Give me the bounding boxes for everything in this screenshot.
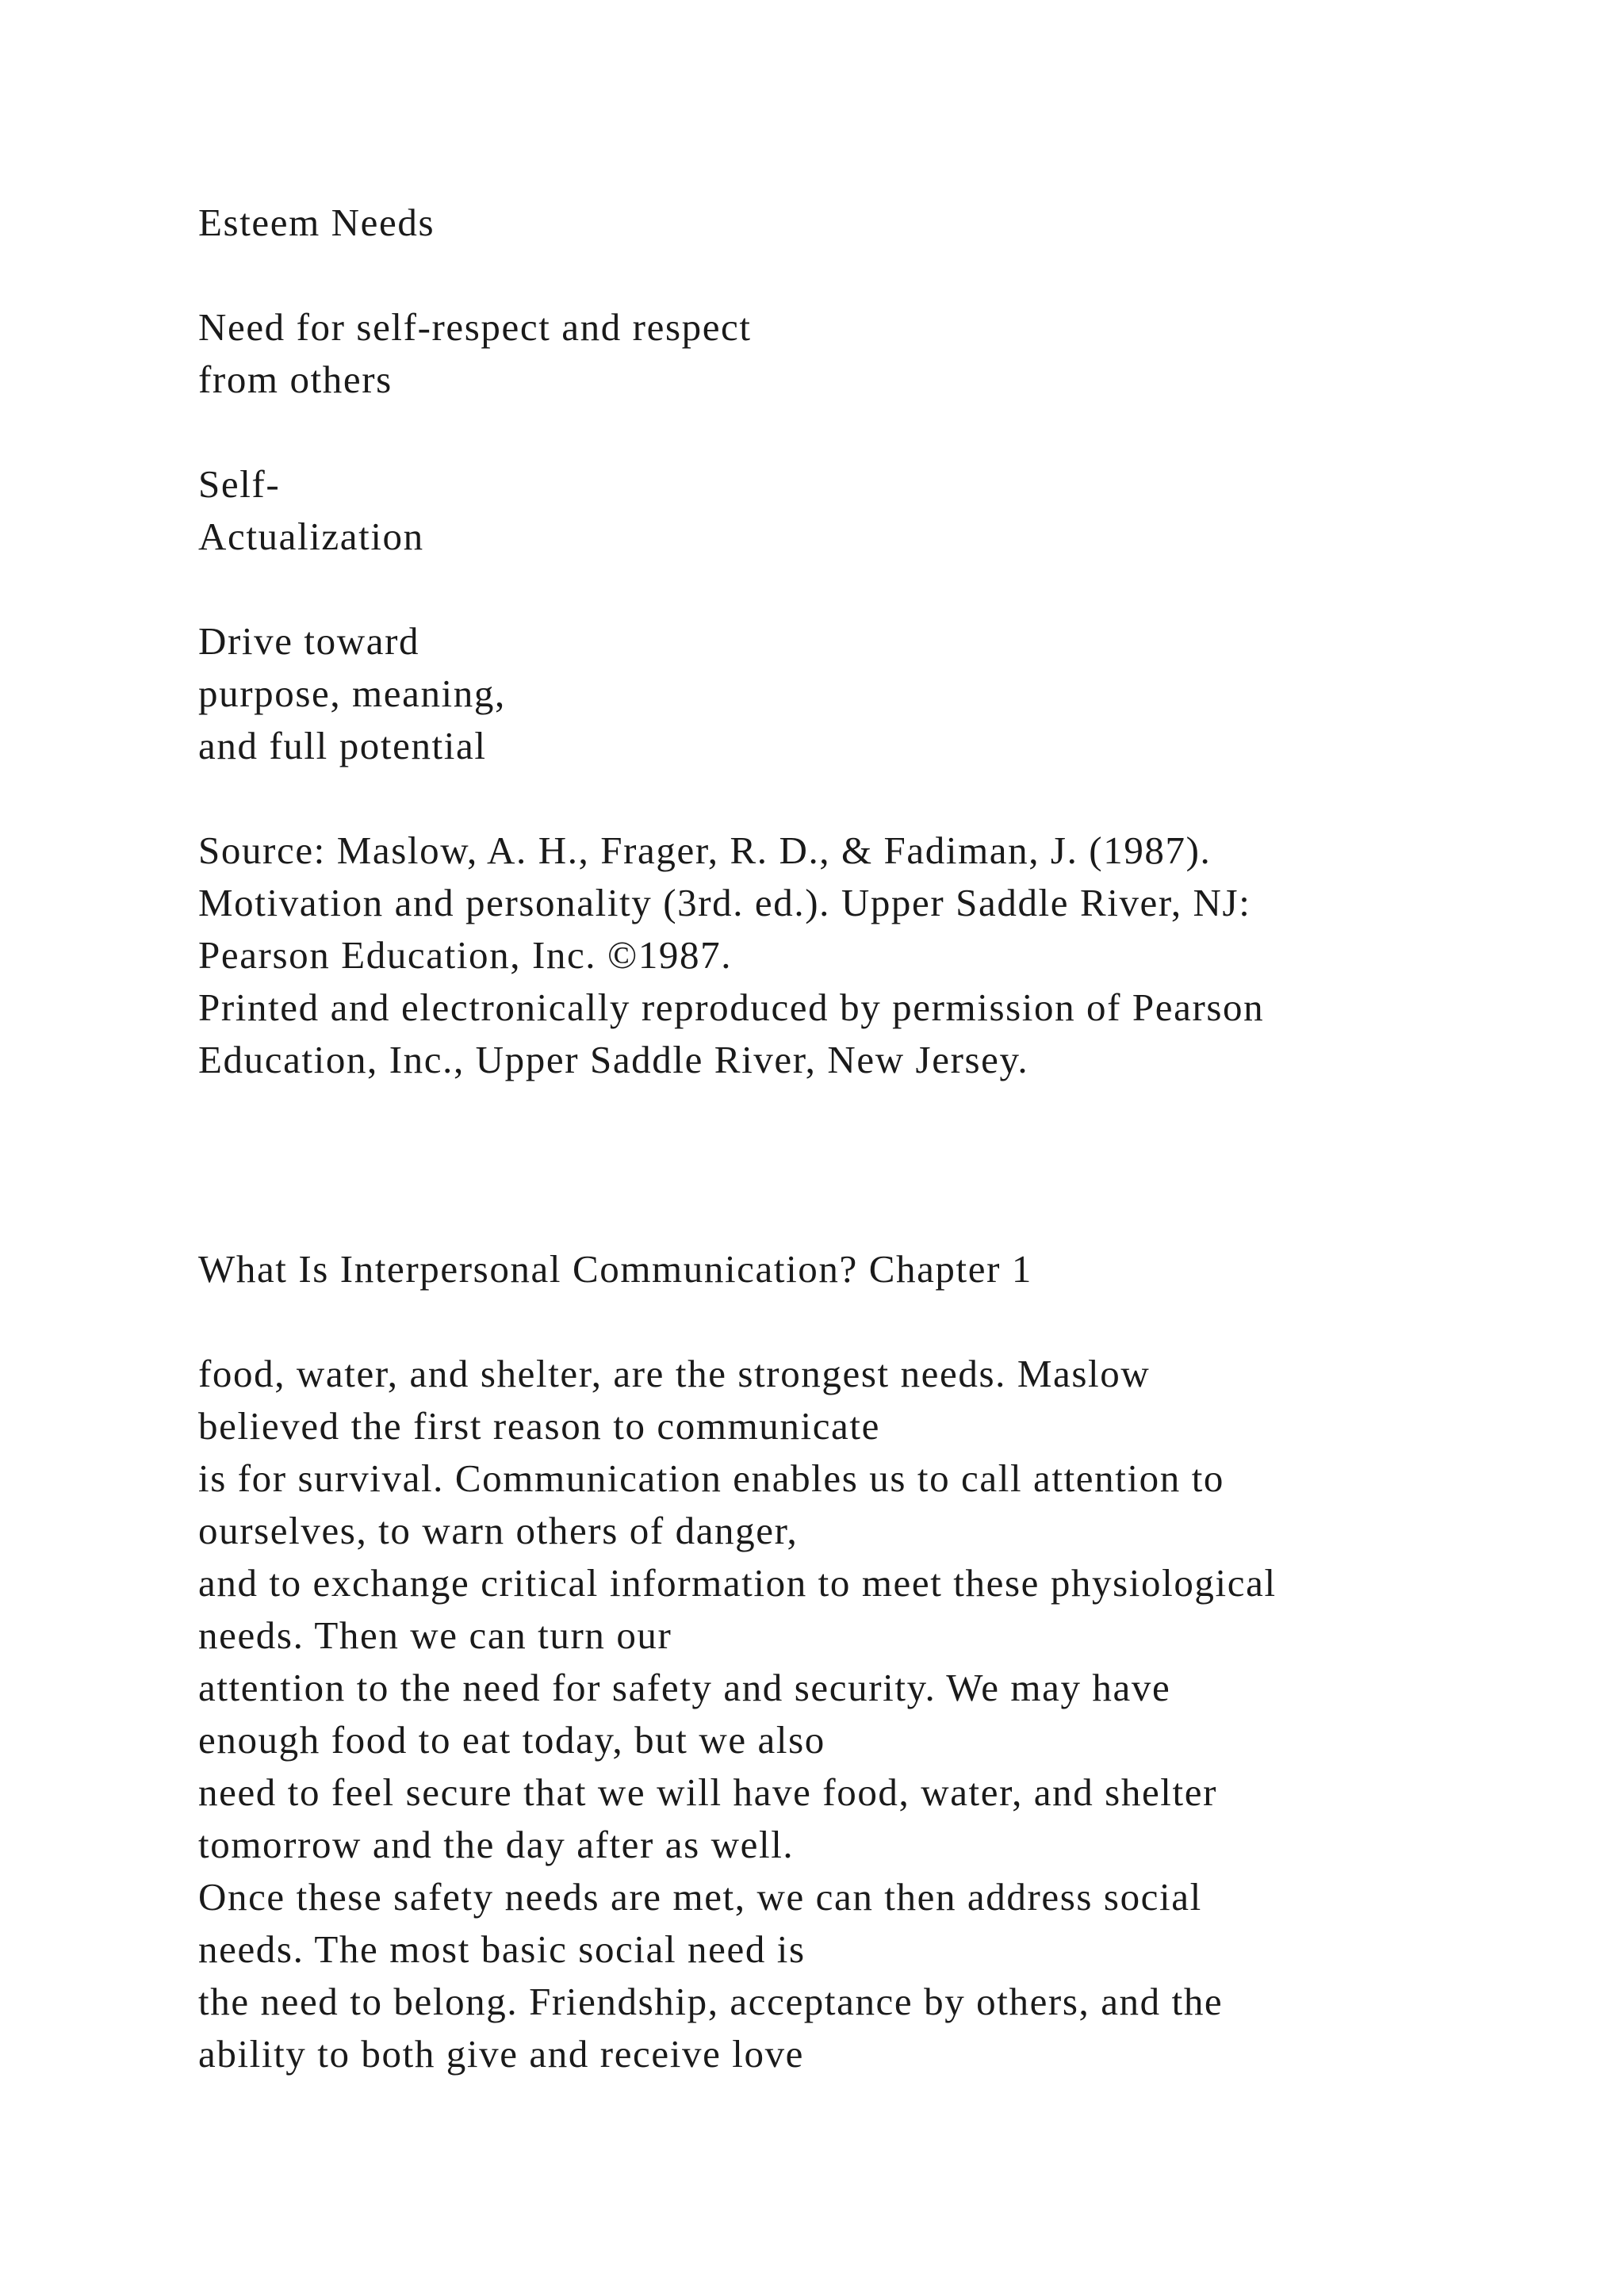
chapter-header-line: What Is Interpersonal Communication? Chapter 1 [198,1247,1032,1291]
chapter-header [198,1243,1546,1295]
esteem-desc-line-2: from others [198,358,393,401]
source-line-4: Printed and electronically reproduced by permission of Pearson [198,985,1265,1029]
body-line-3: is for survival. Communication enables us to call attention to [198,1456,1225,1500]
body-line-9: need to feel secure that we will have food, water, and shelter [198,1770,1217,1814]
self-actualization-description [198,615,1546,772]
source-line-2: Motivation and personality (3rd. ed.). Upper Saddle River, NJ: [198,881,1251,924]
self-actualization-desc-line-2: purpose, meaning, [198,672,506,715]
body-line-10: tomorrow and the day after as well. [198,1823,795,1866]
body-paragraph [198,1348,1546,2080]
body-line-12: needs. The most basic social need is [198,1927,806,1971]
body-line-2: believed the first reason to communicate [198,1404,880,1448]
body-line-5: and to exchange critical information to meet these physiological [198,1561,1277,1605]
body-line-7: attention to the need for safety and security. We may have [198,1666,1171,1709]
source-line-3: Pearson Education, Inc. ©1987. [198,933,733,977]
self-actualization-desc-line-1: Drive toward [198,619,420,663]
source-citation [198,825,1546,1086]
body-line-14: ability to both give and receive love [198,2032,805,2076]
body-line-1: food, water, and shelter, are the strongest needs. Maslow [198,1352,1151,1395]
esteem-desc-line-1: Need for self-respect and respect [198,305,752,349]
body-line-6: needs. Then we can turn our [198,1613,672,1657]
body-line-11: Once these safety needs are met, we can then address social [198,1875,1202,1919]
esteem-needs-description [198,301,1546,406]
self-actualization-title [198,458,1546,563]
source-line-1: Source: Maslow, A. H., Frager, R. D., & Fadiman, J. (1987). [198,828,1212,872]
self-actualization-title-line-1: Self- [198,462,281,506]
esteem-needs-title [198,197,1546,249]
esteem-title-line: Esteem Needs [198,201,435,244]
body-line-13: the need to belong. Friendship, acceptance by others, and the [198,1980,1224,2023]
self-actualization-desc-line-3: and full potential [198,724,487,767]
source-line-5: Education, Inc., Upper Saddle River, New Jersey. [198,1038,1029,1081]
self-actualization-title-line-2: Actualization [198,515,424,558]
body-line-8: enough food to eat today, but we also [198,1718,825,1762]
body-line-4: ourselves, to warn others of danger, [198,1509,799,1552]
